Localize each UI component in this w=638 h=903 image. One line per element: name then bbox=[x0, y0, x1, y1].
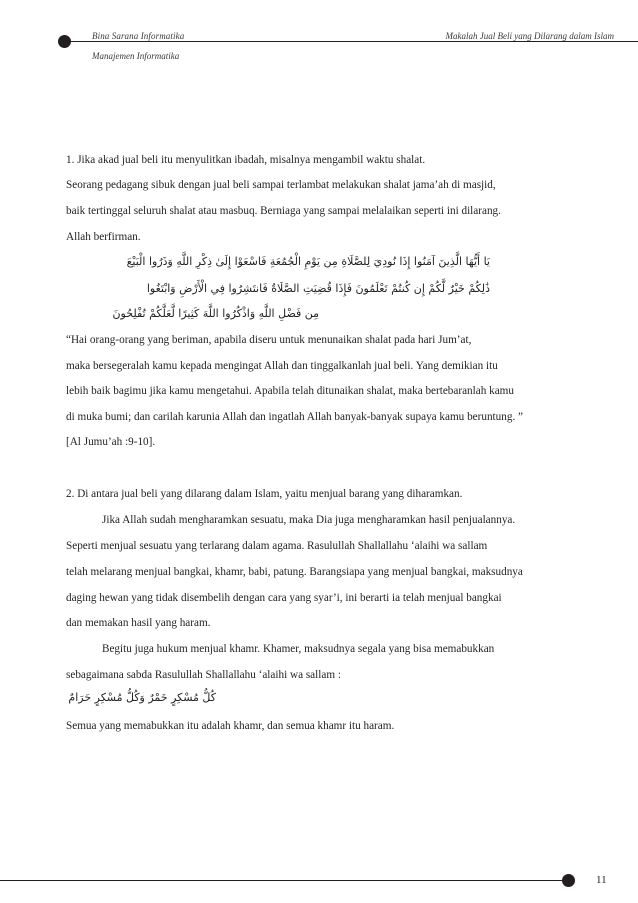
paragraph-line: Begitu juga hukum menjual khamr. Khamer, maksudnya segala yang bisa memabukkan bbox=[102, 643, 495, 655]
page-number: 11 bbox=[596, 874, 607, 886]
citation: [Al Jumu’ah :9-10]. bbox=[66, 436, 156, 448]
paragraph-line: 1. Jika akad jual beli itu menyulitkan ibadah, misalnya mengambil waktu shalat. bbox=[66, 154, 426, 166]
paragraph-line: Seorang pedagang sibuk dengan jual beli sampai terlambat melakukan shalat jama’ah di masjid, bbox=[66, 179, 496, 191]
arabic-verse-line: ذَٰلِكُمْ خَيْرٌ لَّكُمْ إِن كُنتُمْ تَعْلَمُونَ فَإِذَا قُضِيَتِ الصَّلَاةُ فَانتَشِرُوا فِي الْأَرْضِ وَابْتَغُوا bbox=[146, 282, 490, 295]
paragraph-line: sebagaimana sabda Rasulullah Shallallahu ‘alaihi wa sallam : bbox=[66, 669, 341, 681]
paragraph-line: maka bersegeralah kamu kepada mengingat Allah dan tinggalkanlah jual beli. Yang demikian itu bbox=[66, 360, 498, 372]
arabic-verse-line: يَا أَيُّهَا الَّذِينَ آمَنُوا إِذَا نُودِيَ لِلصَّلَاةِ مِن يَوْمِ الْجُمُعَةِ فَاسْعَوْا إِلَىٰ ذِكْرِ اللَّهِ وَذَرُوا الْبَيْعَ bbox=[126, 255, 490, 268]
paragraph-line: Jika Allah sudah mengharamkan sesuatu, maka Dia juga mengharamkan hasil penjualannya. bbox=[102, 514, 516, 526]
paragraph-line: di muka bumi; dan carilah karunia Allah dan ingatlah Allah banyak-banyak supaya kamu beruntung. ” bbox=[66, 411, 523, 423]
paragraph-line: Semua yang memabukkan itu adalah khamr, dan semua khamr itu haram. bbox=[66, 720, 395, 732]
footer-bullet bbox=[562, 874, 575, 887]
footer-rule bbox=[0, 880, 568, 881]
header-org: Bina Sarana Informatika bbox=[92, 31, 185, 41]
paragraph-line: daging hewan yang tidak disembelih dengan cara yang syar’i, ini berarti ia telah menjual bangkai bbox=[66, 592, 502, 604]
arabic-hadith: كُلُّ مُسْكِرٍ خَمْرٌ وَكُلُّ مُسْكِرٍ حَرَامٌ bbox=[68, 691, 216, 704]
paragraph-line: “Hai orang-orang yang beriman, apabila diseru untuk menunaikan shalat pada hari Jum’at, bbox=[66, 334, 472, 346]
paragraph-line: lebih baik bagimu jika kamu mengetahui. Apabila telah ditunaikan shalat, maka bertebaranlah kamu bbox=[66, 385, 514, 397]
header-title: Makalah Jual Beli yang Dilarang dalam Islam bbox=[445, 31, 614, 41]
paragraph-line: Seperti menjual sesuatu yang terlarang dalam agama. Rasulullah Shallallahu ‘alaihi wa sallam bbox=[66, 540, 488, 552]
header-rule bbox=[68, 41, 638, 42]
paragraph-line: 2. Di antara jual beli yang dilarang dalam Islam, yaitu menjual barang yang diharamkan. bbox=[66, 488, 463, 500]
paragraph-line: dan memakan hasil yang haram. bbox=[66, 617, 211, 629]
paragraph-line: Allah berfirman. bbox=[66, 231, 141, 243]
arabic-verse-line: مِن فَضْلِ اللَّهِ وَاذْكُرُوا اللَّهَ كَثِيرًا لَّعَلَّكُمْ تُفْلِحُونَ bbox=[112, 307, 319, 320]
header-dept: Manajemen Informatika bbox=[92, 51, 180, 61]
paragraph-line: baik tertinggal seluruh shalat atau masbuq. Berniaga yang sampai melalaikan seperti ini dilarang. bbox=[66, 205, 501, 217]
paragraph-line: telah melarang menjual bangkai, khamr, babi, patung. Barangsiapa yang menjual bangkai, maksudnya bbox=[66, 566, 523, 578]
header-bullet bbox=[58, 35, 71, 48]
